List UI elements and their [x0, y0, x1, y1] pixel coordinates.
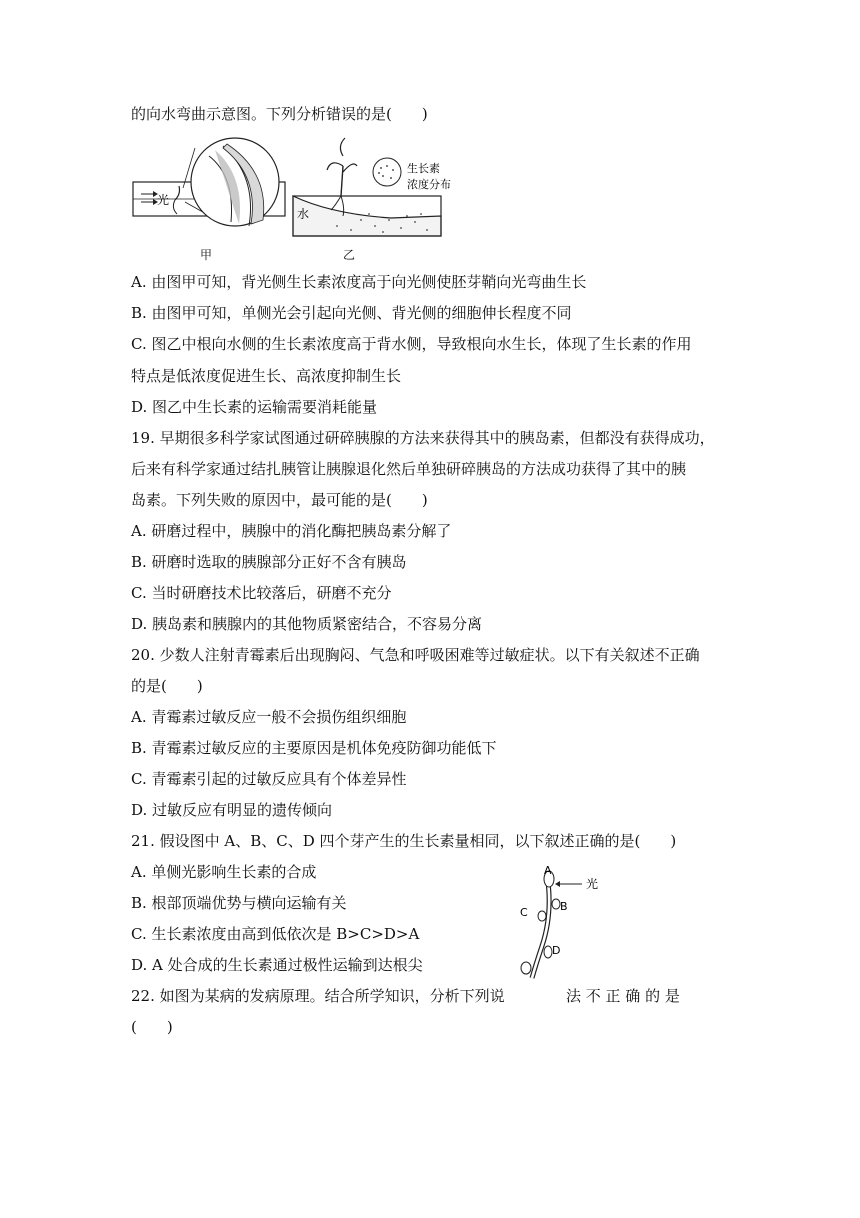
q21-option-a: A. 单侧光影响生长素的合成	[131, 863, 317, 881]
q22-stem-line2: ( )	[131, 1018, 173, 1036]
figure-21	[512, 866, 632, 980]
q19-stem-3: 岛素。下列失败的原因中，最可能的是( )	[131, 491, 428, 509]
q19-option-b: B. 研磨时选取的胰腺部分正好不含有胰岛	[131, 553, 407, 571]
fig21-label-a: A	[544, 866, 552, 877]
fig18-caption-left: 甲	[200, 248, 213, 262]
q20-option-b: B. 青霉素过敏反应的主要原因是机体免疫防御功能低下	[131, 739, 497, 757]
fig18-caption-right: 乙	[343, 248, 356, 262]
fig18-auxin-label-1: 生长素	[407, 162, 440, 175]
q20-option-d: D. 过敏反应有明显的遗传倾向	[131, 801, 333, 819]
q18-option-a: A. 由图甲可知，背光侧生长素浓度高于向光侧使胚芽鞘向光弯曲生长	[131, 273, 587, 291]
q22-stem-left: 22. 如图为某病的发病原理。结合所学知识，分析下列说	[131, 987, 505, 1005]
q21-option-c: C. 生长素浓度由高到低依次是 B>C>D>A	[131, 925, 420, 943]
figure-21-drawing	[512, 866, 632, 980]
q20-stem-2: 的是( )	[131, 677, 203, 695]
q20-stem-1: 20. 少数人注射青霉素后出现胸闷、气急和呼吸困难等过敏症状。以下有关叙述不正确	[131, 646, 700, 664]
q21-option-d: D. A 处合成的生长素通过极性运输到达根尖	[131, 956, 423, 974]
q19-stem-1: 19. 早期很多科学家试图通过研碎胰腺的方法来获得其中的胰岛素，但都没有获得成功，	[131, 429, 715, 447]
q18-option-c-cont: 特点是低浓度促进生长、高浓度抑制生长	[131, 367, 402, 385]
q18-option-b: B. 由图甲可知，单侧光会引起向光侧、背光侧的细胞伸长程度不同	[131, 304, 572, 322]
intro-line: 的向水弯曲示意图。下列分析错误的是( )	[131, 105, 428, 123]
q21-option-b: B. 根部顶端优势与横向运输有关	[131, 894, 347, 912]
q22-stem-right: 法 不 正 确 的 是	[566, 987, 680, 1005]
fig18-auxin-label-2: 浓度分布	[407, 178, 451, 191]
fig21-label-b: B	[560, 900, 568, 913]
fig21-light-label: 光	[586, 877, 599, 891]
fig21-label-d: D	[552, 944, 561, 957]
q19-option-d: D. 胰岛素和胰腺内的其他物质紧密结合，不容易分离	[131, 615, 483, 633]
fig18-light-label: 光	[157, 193, 170, 207]
fig21-label-c: C	[520, 906, 528, 919]
fig18-water-label: 水	[297, 207, 310, 221]
q19-option-a: A. 研磨过程中，胰腺中的消化酶把胰岛素分解了	[131, 522, 452, 540]
figure-18	[131, 136, 471, 266]
figure-18-drawing	[131, 136, 471, 266]
q19-stem-2: 后来有科学家通过结扎胰管让胰腺退化然后单独研碎胰岛的方法成功获得了其中的胰	[131, 460, 687, 478]
q18-option-c: C. 图乙中根向水侧的生长素浓度高于背水侧，导致根向水生长，体现了生长素的作用	[131, 335, 692, 353]
q20-option-a: A. 青霉素过敏反应一般不会损伤组织细胞	[131, 708, 407, 726]
q19-option-c: C. 当时研磨技术比较落后，研磨不充分	[131, 584, 392, 602]
q18-option-d: D. 图乙中生长素的运输需要消耗能量	[131, 398, 378, 416]
q21-stem: 21. 假设图中 A、B、C、D 四个芽产生的生长素量相同，以下叙述正确的是( )	[131, 832, 677, 850]
q20-option-c: C. 青霉素引起的过敏反应具有个体差异性	[131, 770, 407, 788]
